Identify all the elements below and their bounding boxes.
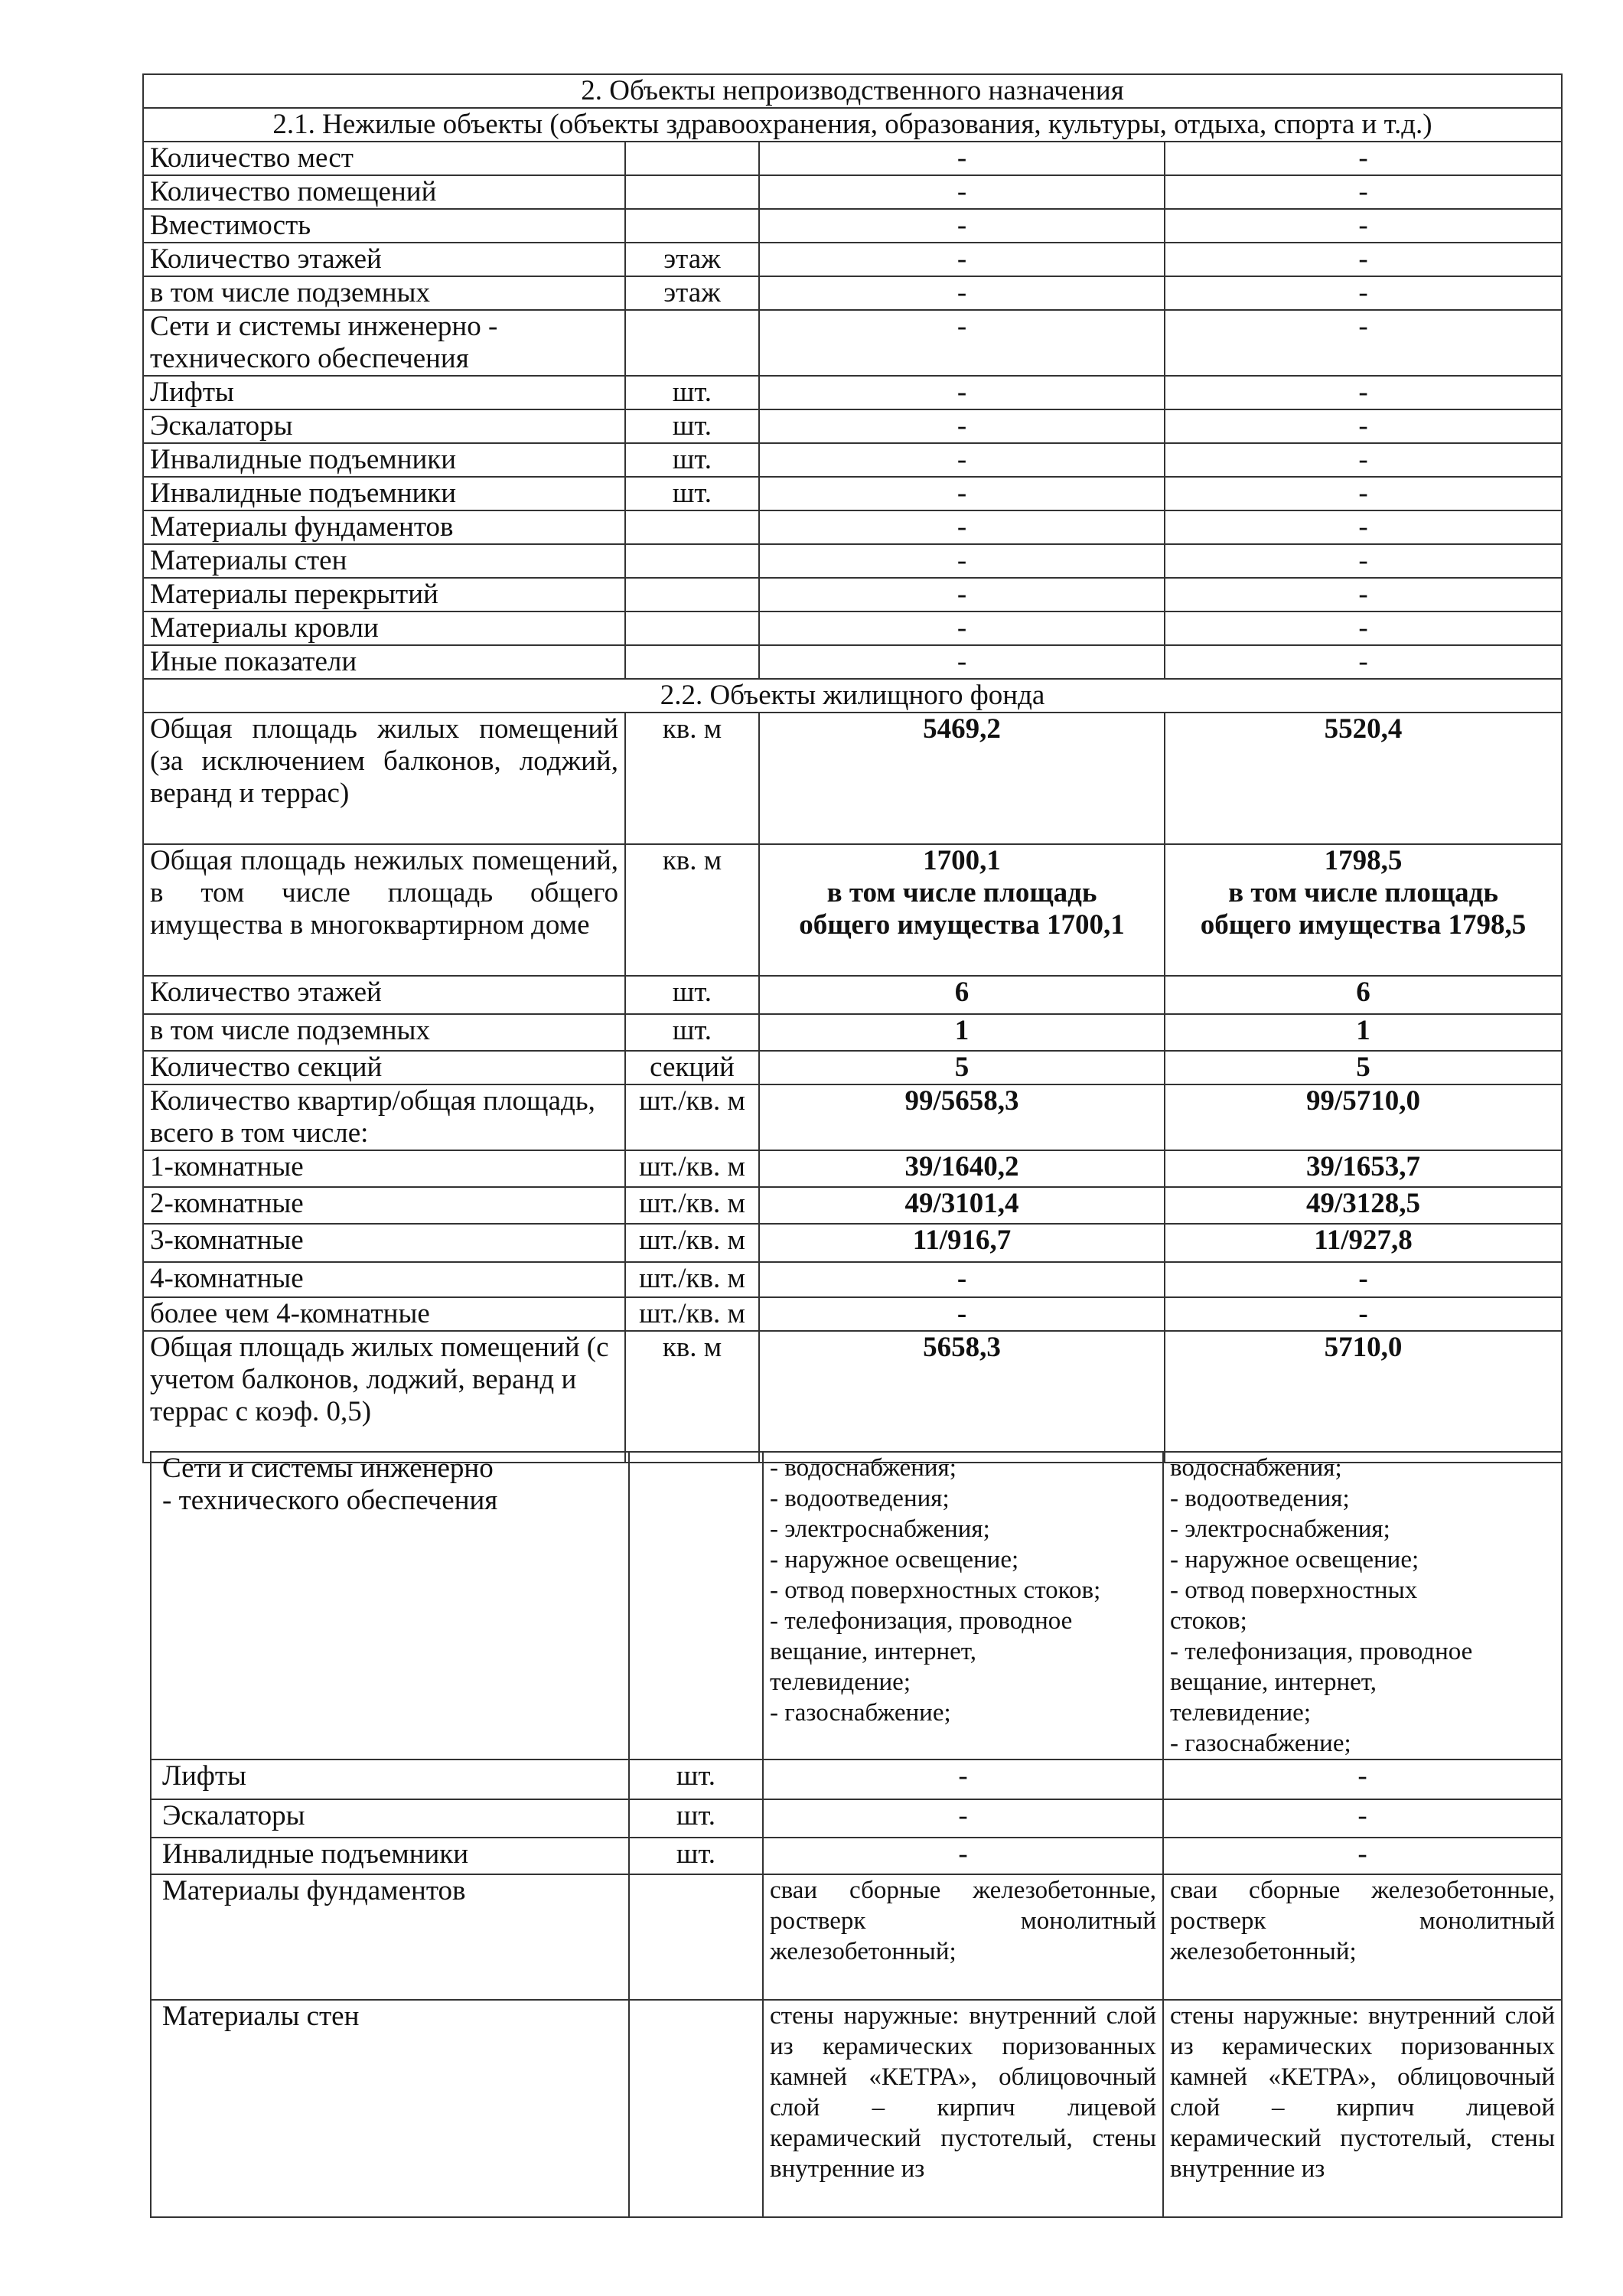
row-unit: шт. bbox=[625, 477, 759, 510]
row-value-1: сваи сборные железобетонные, ростверк монолитный железобетонный; bbox=[763, 1874, 1163, 2000]
row-value-2: 5 bbox=[1165, 1051, 1562, 1084]
row-label: Иные показатели bbox=[143, 645, 625, 679]
row-unit: шт. bbox=[625, 376, 759, 409]
row-unit: секций bbox=[625, 1051, 759, 1084]
row-unit bbox=[625, 142, 759, 175]
row-value-1: стены наружные: внутренний слой из керамических поризованных камней «КЕТРА», облицовочный слой – кирпич лицевой керамический пустотелый, стены внутренние из bbox=[763, 2000, 1163, 2217]
table-row bbox=[143, 209, 1562, 243]
list-item: - телефонизация, проводное bbox=[1170, 1638, 1473, 1665]
table-row bbox=[151, 1452, 1562, 1760]
row-label: Лифты bbox=[143, 376, 625, 409]
list-item: вещание, интернет, bbox=[1170, 1668, 1377, 1696]
row-label: Материалы фундаментов bbox=[151, 1874, 629, 2000]
table-row bbox=[143, 175, 1562, 209]
row-unit bbox=[625, 645, 759, 679]
row-value-1 bbox=[759, 844, 1165, 976]
row-label: Количество этажей bbox=[143, 976, 625, 1014]
row-value-2: - bbox=[1165, 310, 1562, 376]
row-unit: кв. м bbox=[625, 713, 759, 844]
row-value-1: 99/5658,3 bbox=[759, 1084, 1165, 1150]
list-item: - телефонизация, проводное bbox=[770, 1607, 1073, 1635]
list-item: - водоотведения; bbox=[770, 1485, 950, 1512]
row-label: Инвалидные подъемники bbox=[143, 477, 625, 510]
row-unit: кв. м bbox=[625, 844, 759, 976]
row-unit bbox=[625, 578, 759, 612]
row-value-2: 39/1653,7 bbox=[1165, 1150, 1562, 1187]
row-value-2: - bbox=[1165, 578, 1562, 612]
row-value-2: 1 bbox=[1165, 1014, 1562, 1051]
table-row bbox=[143, 1187, 1562, 1224]
row-value-1: - bbox=[763, 1838, 1163, 1874]
row-value-1: 5469,2 bbox=[759, 713, 1165, 844]
row-label: Количество помещений bbox=[143, 175, 625, 209]
row-unit: шт./кв. м bbox=[625, 1187, 759, 1224]
value-main: 1798,5 bbox=[1324, 845, 1403, 876]
table-row bbox=[143, 1051, 1562, 1084]
row-label: в том числе подземных bbox=[143, 1014, 625, 1051]
table-row bbox=[143, 477, 1562, 510]
row-unit: кв. м bbox=[625, 1331, 759, 1463]
row-label: Инвалидные подъемники bbox=[143, 443, 625, 477]
table-row bbox=[143, 1262, 1562, 1297]
row-label: Материалы кровли bbox=[143, 612, 625, 645]
list-item: - водоотведения; bbox=[1170, 1485, 1350, 1512]
row-label bbox=[151, 1452, 629, 1760]
row-label: 2-комнатные bbox=[143, 1187, 625, 1224]
row-value-1: - bbox=[763, 1760, 1163, 1799]
table-row bbox=[151, 1799, 1562, 1838]
table-row bbox=[143, 976, 1562, 1014]
list-item: телевидение; bbox=[770, 1668, 911, 1696]
row-value-2 bbox=[1163, 1452, 1562, 1760]
row-value-1: - bbox=[759, 443, 1165, 477]
row-value-2: 99/5710,0 bbox=[1165, 1084, 1562, 1150]
list-item: - электроснабжения; bbox=[770, 1515, 990, 1543]
row-unit: шт. bbox=[629, 1799, 763, 1838]
row-value-2: - bbox=[1165, 1297, 1562, 1331]
row-value-1: - bbox=[759, 310, 1165, 376]
row-unit bbox=[625, 510, 759, 544]
row-value-2: - bbox=[1165, 612, 1562, 645]
row-value-1: 5 bbox=[759, 1051, 1165, 1084]
list-item: водоснабжения; bbox=[1170, 1454, 1342, 1482]
list-item: стоков; bbox=[1170, 1607, 1247, 1635]
row-unit: шт. bbox=[629, 1760, 763, 1799]
row-value-1: 5658,3 bbox=[759, 1331, 1165, 1463]
row-value-1: - bbox=[759, 243, 1165, 276]
row-unit: этаж bbox=[625, 243, 759, 276]
row-value-1: - bbox=[759, 1297, 1165, 1331]
row-value-2: сваи сборные железобетонные, ростверк монолитный железобетонный; bbox=[1163, 1874, 1562, 2000]
table-row bbox=[143, 510, 1562, 544]
row-unit: шт. bbox=[625, 443, 759, 477]
row-value-1: - bbox=[759, 376, 1165, 409]
list-item: - отвод поверхностных bbox=[1170, 1577, 1418, 1604]
row-value-2: - bbox=[1165, 376, 1562, 409]
housing-details-table bbox=[150, 1451, 1563, 2218]
table-row bbox=[143, 844, 1562, 976]
row-value-2: 49/3128,5 bbox=[1165, 1187, 1562, 1224]
row-value-1: - bbox=[759, 645, 1165, 679]
value-note: общего имущества 1798,5 bbox=[1200, 909, 1527, 941]
row-value-1: - bbox=[759, 544, 1165, 578]
row-value-1: 49/3101,4 bbox=[759, 1187, 1165, 1224]
row-label: более чем 4-комнатные bbox=[143, 1297, 625, 1331]
row-label: Лифты bbox=[151, 1760, 629, 1799]
row-label: Количество квартир/общая площадь, всего в том числе: bbox=[143, 1084, 625, 1150]
row-value-2: - bbox=[1165, 142, 1562, 175]
table-row bbox=[143, 713, 1562, 844]
non-residential-title: 2.1. Нежилые объекты (объекты здравоохранения, образования, культуры, отдыха, спорта и т.д.) bbox=[143, 108, 1562, 142]
table-row bbox=[143, 409, 1562, 443]
table-row bbox=[143, 645, 1562, 679]
list-item: - электроснабжения; bbox=[1170, 1515, 1390, 1543]
row-value-2: - bbox=[1165, 510, 1562, 544]
list-item: - отвод поверхностных стоков; bbox=[770, 1577, 1101, 1604]
row-value-1: - bbox=[763, 1799, 1163, 1838]
value-note: в том числе площадь bbox=[826, 877, 1097, 908]
table-row bbox=[143, 443, 1562, 477]
row-value-2: - bbox=[1163, 1760, 1562, 1799]
row-value-2: - bbox=[1165, 409, 1562, 443]
row-label: Материалы стен bbox=[143, 544, 625, 578]
table-row bbox=[143, 1224, 1562, 1262]
row-label: Количество мест bbox=[143, 142, 625, 175]
row-value-2: - bbox=[1165, 175, 1562, 209]
row-unit: шт./кв. м bbox=[625, 1150, 759, 1187]
row-value-2: - bbox=[1163, 1799, 1562, 1838]
table-row bbox=[151, 2000, 1562, 2217]
row-value-2: - bbox=[1165, 645, 1562, 679]
row-unit bbox=[625, 544, 759, 578]
row-label: 3-комнатные bbox=[143, 1224, 625, 1262]
row-unit bbox=[625, 209, 759, 243]
table-row bbox=[143, 1084, 1562, 1150]
row-label: Общая площадь жилых помещений (с учетом балконов, лоджий, веранд и террас с коэф. 0,5) bbox=[143, 1331, 625, 1463]
list-item: - газоснабжение; bbox=[770, 1699, 951, 1727]
row-label: Общая площадь жилых помещений (за исключением балконов, лоджий, веранд и террас) bbox=[143, 713, 625, 844]
table-row bbox=[143, 376, 1562, 409]
list-item: - газоснабжение; bbox=[1170, 1730, 1351, 1757]
list-item: - водоснабжения; bbox=[770, 1454, 957, 1482]
row-unit: шт./кв. м bbox=[625, 1262, 759, 1297]
row-label: Общая площадь нежилых помещений, в том числе площадь общего имущества в многоквартирном доме bbox=[143, 844, 625, 976]
row-value-1: - bbox=[759, 142, 1165, 175]
table-row bbox=[143, 142, 1562, 175]
row-unit bbox=[629, 1874, 763, 2000]
row-value-1: 39/1640,2 bbox=[759, 1150, 1165, 1187]
table-row bbox=[143, 1297, 1562, 1331]
row-label: Материалы перекрытий bbox=[143, 578, 625, 612]
row-value-1: - bbox=[759, 409, 1165, 443]
table-row bbox=[143, 1331, 1562, 1463]
row-label: Количество этажей bbox=[143, 243, 625, 276]
row-value-1: - bbox=[759, 578, 1165, 612]
row-value-1: - bbox=[759, 477, 1165, 510]
value-note: в том числе площадь bbox=[1228, 877, 1498, 908]
row-value-1: 6 bbox=[759, 976, 1165, 1014]
row-label: Сети и системы инженерно - технического обеспечения bbox=[143, 310, 625, 376]
row-value-2: - bbox=[1165, 477, 1562, 510]
row-unit: этаж bbox=[625, 276, 759, 310]
row-label: Инвалидные подъемники bbox=[151, 1838, 629, 1874]
row-value-2: - bbox=[1165, 443, 1562, 477]
row-unit: шт./кв. м bbox=[625, 1084, 759, 1150]
table-row bbox=[143, 1150, 1562, 1187]
row-unit: шт. bbox=[625, 976, 759, 1014]
row-unit: шт./кв. м bbox=[625, 1297, 759, 1331]
row-value-2: - bbox=[1163, 1838, 1562, 1874]
objects-table bbox=[142, 73, 1563, 1463]
row-value-2: - bbox=[1165, 276, 1562, 310]
row-unit bbox=[629, 1452, 763, 1760]
row-value-2: - bbox=[1165, 209, 1562, 243]
row-unit: шт. bbox=[629, 1838, 763, 1874]
row-label: Вместимость bbox=[143, 209, 625, 243]
row-value-1: - bbox=[759, 209, 1165, 243]
row-unit bbox=[625, 310, 759, 376]
list-item: - наружное освещение; bbox=[770, 1546, 1019, 1574]
table-row bbox=[143, 612, 1562, 645]
row-unit bbox=[629, 2000, 763, 2217]
row-value-1: - bbox=[759, 1262, 1165, 1297]
list-item: телевидение; bbox=[1170, 1699, 1311, 1727]
list-item: вещание, интернет, bbox=[770, 1638, 976, 1665]
row-value-1 bbox=[763, 1452, 1163, 1760]
table-row bbox=[143, 243, 1562, 276]
row-value-2 bbox=[1165, 844, 1562, 976]
row-label: Материалы стен bbox=[151, 2000, 629, 2217]
row-value-1: - bbox=[759, 510, 1165, 544]
row-value-2: 5710,0 bbox=[1165, 1331, 1562, 1463]
housing-title: 2.2. Объекты жилищного фонда bbox=[143, 679, 1562, 713]
row-value-1: 1 bbox=[759, 1014, 1165, 1051]
row-value-2: 6 bbox=[1165, 976, 1562, 1014]
section-title: 2. Объекты непроизводственного назначения bbox=[143, 74, 1562, 108]
table-row bbox=[151, 1874, 1562, 2000]
table-row bbox=[151, 1838, 1562, 1874]
value-main: 1700,1 bbox=[923, 845, 1001, 876]
row-label: в том числе подземных bbox=[143, 276, 625, 310]
row-value-1: - bbox=[759, 276, 1165, 310]
table-row bbox=[143, 1014, 1562, 1051]
row-value-1: 11/916,7 bbox=[759, 1224, 1165, 1262]
row-unit bbox=[625, 612, 759, 645]
table-row bbox=[143, 310, 1562, 376]
row-value-2: - bbox=[1165, 1262, 1562, 1297]
networks-label: - технического обеспечения bbox=[162, 1485, 498, 1516]
table-row bbox=[151, 1760, 1562, 1799]
row-unit bbox=[625, 175, 759, 209]
row-label: Эскалаторы bbox=[151, 1799, 629, 1838]
row-unit: шт. bbox=[625, 1014, 759, 1051]
row-unit: шт./кв. м bbox=[625, 1224, 759, 1262]
networks-label: Сети и системы инженерно bbox=[162, 1453, 494, 1484]
table-row bbox=[143, 544, 1562, 578]
row-label: 4-комнатные bbox=[143, 1262, 625, 1297]
row-value-2: - bbox=[1165, 243, 1562, 276]
row-label: Эскалаторы bbox=[143, 409, 625, 443]
row-value-2: - bbox=[1165, 544, 1562, 578]
row-value-2: 11/927,8 bbox=[1165, 1224, 1562, 1262]
row-value-2: стены наружные: внутренний слой из керамических поризованных камней «КЕТРА», облицовочный слой – кирпич лицевой керамический пустотелый, стены внутренние из bbox=[1163, 2000, 1562, 2217]
row-value-1: - bbox=[759, 175, 1165, 209]
value-note: общего имущества 1700,1 bbox=[799, 909, 1125, 941]
row-label: Количество секций bbox=[143, 1051, 625, 1084]
row-label: 1-комнатные bbox=[143, 1150, 625, 1187]
list-item: - наружное освещение; bbox=[1170, 1546, 1419, 1574]
row-value-1: - bbox=[759, 612, 1165, 645]
table-row bbox=[143, 276, 1562, 310]
row-label: Материалы фундаментов bbox=[143, 510, 625, 544]
row-unit: шт. bbox=[625, 409, 759, 443]
row-value-2: 5520,4 bbox=[1165, 713, 1562, 844]
table-row bbox=[143, 578, 1562, 612]
